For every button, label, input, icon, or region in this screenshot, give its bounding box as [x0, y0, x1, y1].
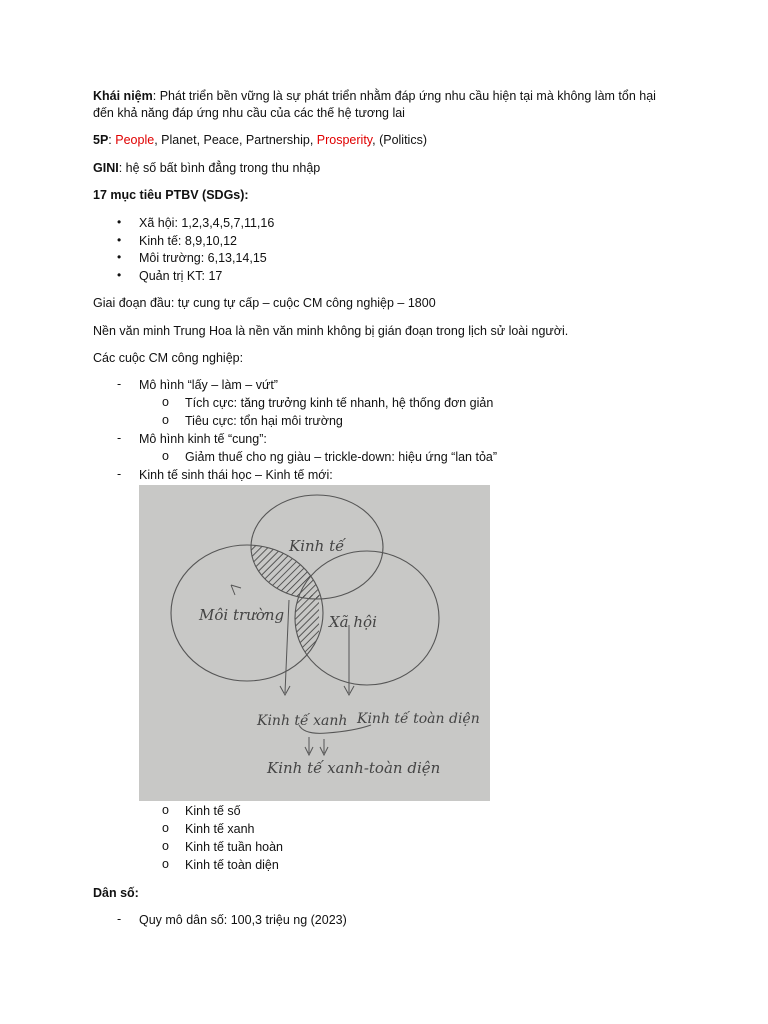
colon: : — [152, 89, 160, 103]
dash-marker: - — [117, 467, 122, 481]
sub-bullet-marker: o — [162, 821, 169, 835]
label-green-economy: Kinh tế xanh — [257, 713, 348, 729]
model-2: Mô hình kinh tế “cung”: — [139, 432, 267, 446]
sub-bullet-marker: o — [162, 857, 169, 871]
sdg-item: Kinh tế: 8,9,10,12 — [139, 234, 237, 248]
concept-line-1 — [93, 88, 656, 104]
sdg-item: Quản trị KT: 17 — [139, 269, 223, 283]
model-3-item: Kinh tế toàn diện — [185, 858, 279, 872]
venn-sketch-image — [139, 485, 490, 801]
model-1-item: Tiêu cực: tổn hại môi trường — [185, 414, 343, 428]
concept-label: Khái niệm — [93, 89, 153, 103]
bullet-marker: • — [117, 268, 122, 282]
venn-sketch-drawing — [139, 485, 490, 801]
label-inclusive-economy: Kinh tế toàn diện — [357, 711, 480, 727]
sub-bullet-marker: o — [162, 839, 169, 853]
dash-marker: - — [117, 431, 122, 445]
overlap-hatch-lower — [289, 595, 319, 655]
model-3: Kinh tế sinh thái học – Kinh tế mới: — [139, 468, 333, 482]
gini-label: GINI — [93, 161, 119, 175]
dash-marker: - — [117, 377, 122, 391]
concept-text-2: đến khả năng đáp ứng nhu cầu của các thế hệ tương lai — [93, 106, 405, 120]
fivep-people: People — [115, 133, 155, 147]
label-environment: Môi trường — [199, 606, 285, 624]
bullet-marker: • — [117, 233, 122, 247]
china-text: Nền văn minh Trung Hoa là nền văn minh không bị gián đoạn trong lịch sử loài người. — [93, 324, 569, 338]
gini-text: : hệ số bất bình đẳng trong thu nhập — [118, 161, 321, 175]
model-1-item: Tích cực: tăng trưởng kinh tế nhanh, hệ thống đơn giản — [185, 396, 494, 410]
model-2-item: Giảm thuế cho ng giàu – trickle-down: hiệu ứng “lan tỏa” — [185, 450, 498, 464]
model-3-item: Kinh tế số — [185, 804, 241, 818]
label-green-inclusive-economy: Kinh tế xanh-toàn diện — [267, 759, 441, 777]
sub-bullet-marker: o — [162, 803, 169, 817]
label-economy: Kinh tế — [289, 537, 345, 555]
bullet-marker: • — [117, 215, 122, 229]
population-title: Dân số: — [93, 886, 139, 900]
fivep-prosperity: Prosperity — [316, 133, 373, 147]
population-item: Quy mô dân số: 100,3 triệu ng (2023) — [139, 913, 347, 927]
sdg-item: Xã hội: 1,2,3,4,5,7,11,16 — [139, 216, 275, 230]
fivep-middle: , Planet, Peace, Partnership, — [154, 133, 317, 147]
model-3-item: Kinh tế xanh — [185, 822, 255, 836]
sub-bullet-marker: o — [162, 413, 169, 427]
sdg-item: Môi trường: 6,13,14,15 — [139, 251, 267, 265]
sub-bullet-marker: o — [162, 395, 169, 409]
fivep-label: 5P — [93, 133, 109, 147]
stage-text: Giai đoạn đầu: tự cung tự cấp – cuộc CM công nghiệp – 1800 — [93, 296, 436, 310]
fivep-end: , (Politics) — [372, 133, 427, 147]
model-1: Mô hình “lấy – làm – vứt” — [139, 378, 278, 392]
concept-text-1: Phát triển bền vững là sự phát triển nhằm đáp ứng nhu cầu hiện tại mà không làm tổn hại — [159, 89, 656, 103]
colon: : — [108, 133, 116, 147]
sdg-title: 17 mục tiêu PTBV (SDGs): — [93, 188, 249, 202]
revolutions-title: Các cuộc CM công nghiệp: — [93, 351, 244, 365]
dash-marker: - — [117, 912, 122, 926]
bullet-marker: • — [117, 250, 122, 264]
fivep-line — [93, 132, 427, 148]
model-3-item: Kinh tế tuần hoàn — [185, 840, 283, 854]
label-society: Xã hội — [329, 613, 377, 631]
sub-bullet-marker: o — [162, 449, 169, 463]
gini-line — [93, 160, 320, 176]
